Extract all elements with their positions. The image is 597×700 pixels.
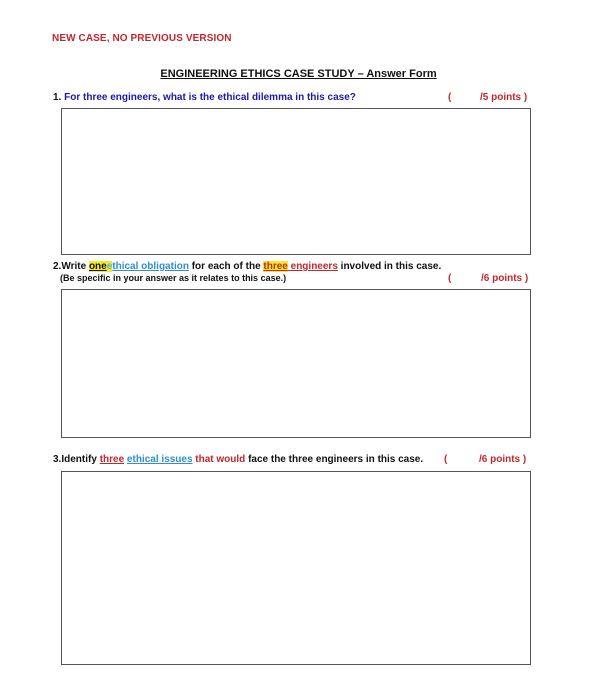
question-2-points-open: ( [448,273,452,284]
question-3 [53,454,423,465]
question-3-points-open: ( [444,454,448,465]
question-2-points: /6 points ) [481,273,529,284]
question-3-points: /6 points ) [479,454,527,465]
question-2-ethical-obligation: thical obligation [112,261,189,272]
question-3-that-would: that would [192,454,246,465]
question-3-three: three [99,454,125,465]
answer-box-3[interactable] [61,471,531,665]
question-2-mid: for each of the [188,261,264,272]
question-2-prefix: 2.Write [53,261,89,272]
question-3-suffix: face the three engineers in this case. [245,454,424,465]
header-note: NEW CASE, NO PREVIOUS VERSION [52,33,232,44]
question-1-text: For three engineers, what is the ethical dilemma in this case? [64,92,356,103]
question-1 [53,92,356,103]
answer-box-1[interactable] [61,108,531,255]
question-3-prefix: 3.Identify [53,454,100,465]
question-2 [53,261,441,272]
question-2-suffix: involved in this case. [337,261,442,272]
question-2-e-letter: e [106,261,113,272]
question-3-ethical-issues: ethical issues [126,454,193,465]
question-2-engineers: engineers [287,261,338,272]
form-title: ENGINEERING ETHICS CASE STUDY – Answer Form [160,68,437,80]
question-2-one: one [88,261,107,272]
question-1-number: 1. [53,92,62,103]
answer-box-2[interactable] [61,289,531,438]
question-1-points: /5 points ) [480,92,528,103]
question-1-points-open: ( [448,92,452,103]
question-2-subtext: (Be specific in your answer as it relates to this case.) [60,273,287,283]
question-2-three: three [263,261,288,272]
